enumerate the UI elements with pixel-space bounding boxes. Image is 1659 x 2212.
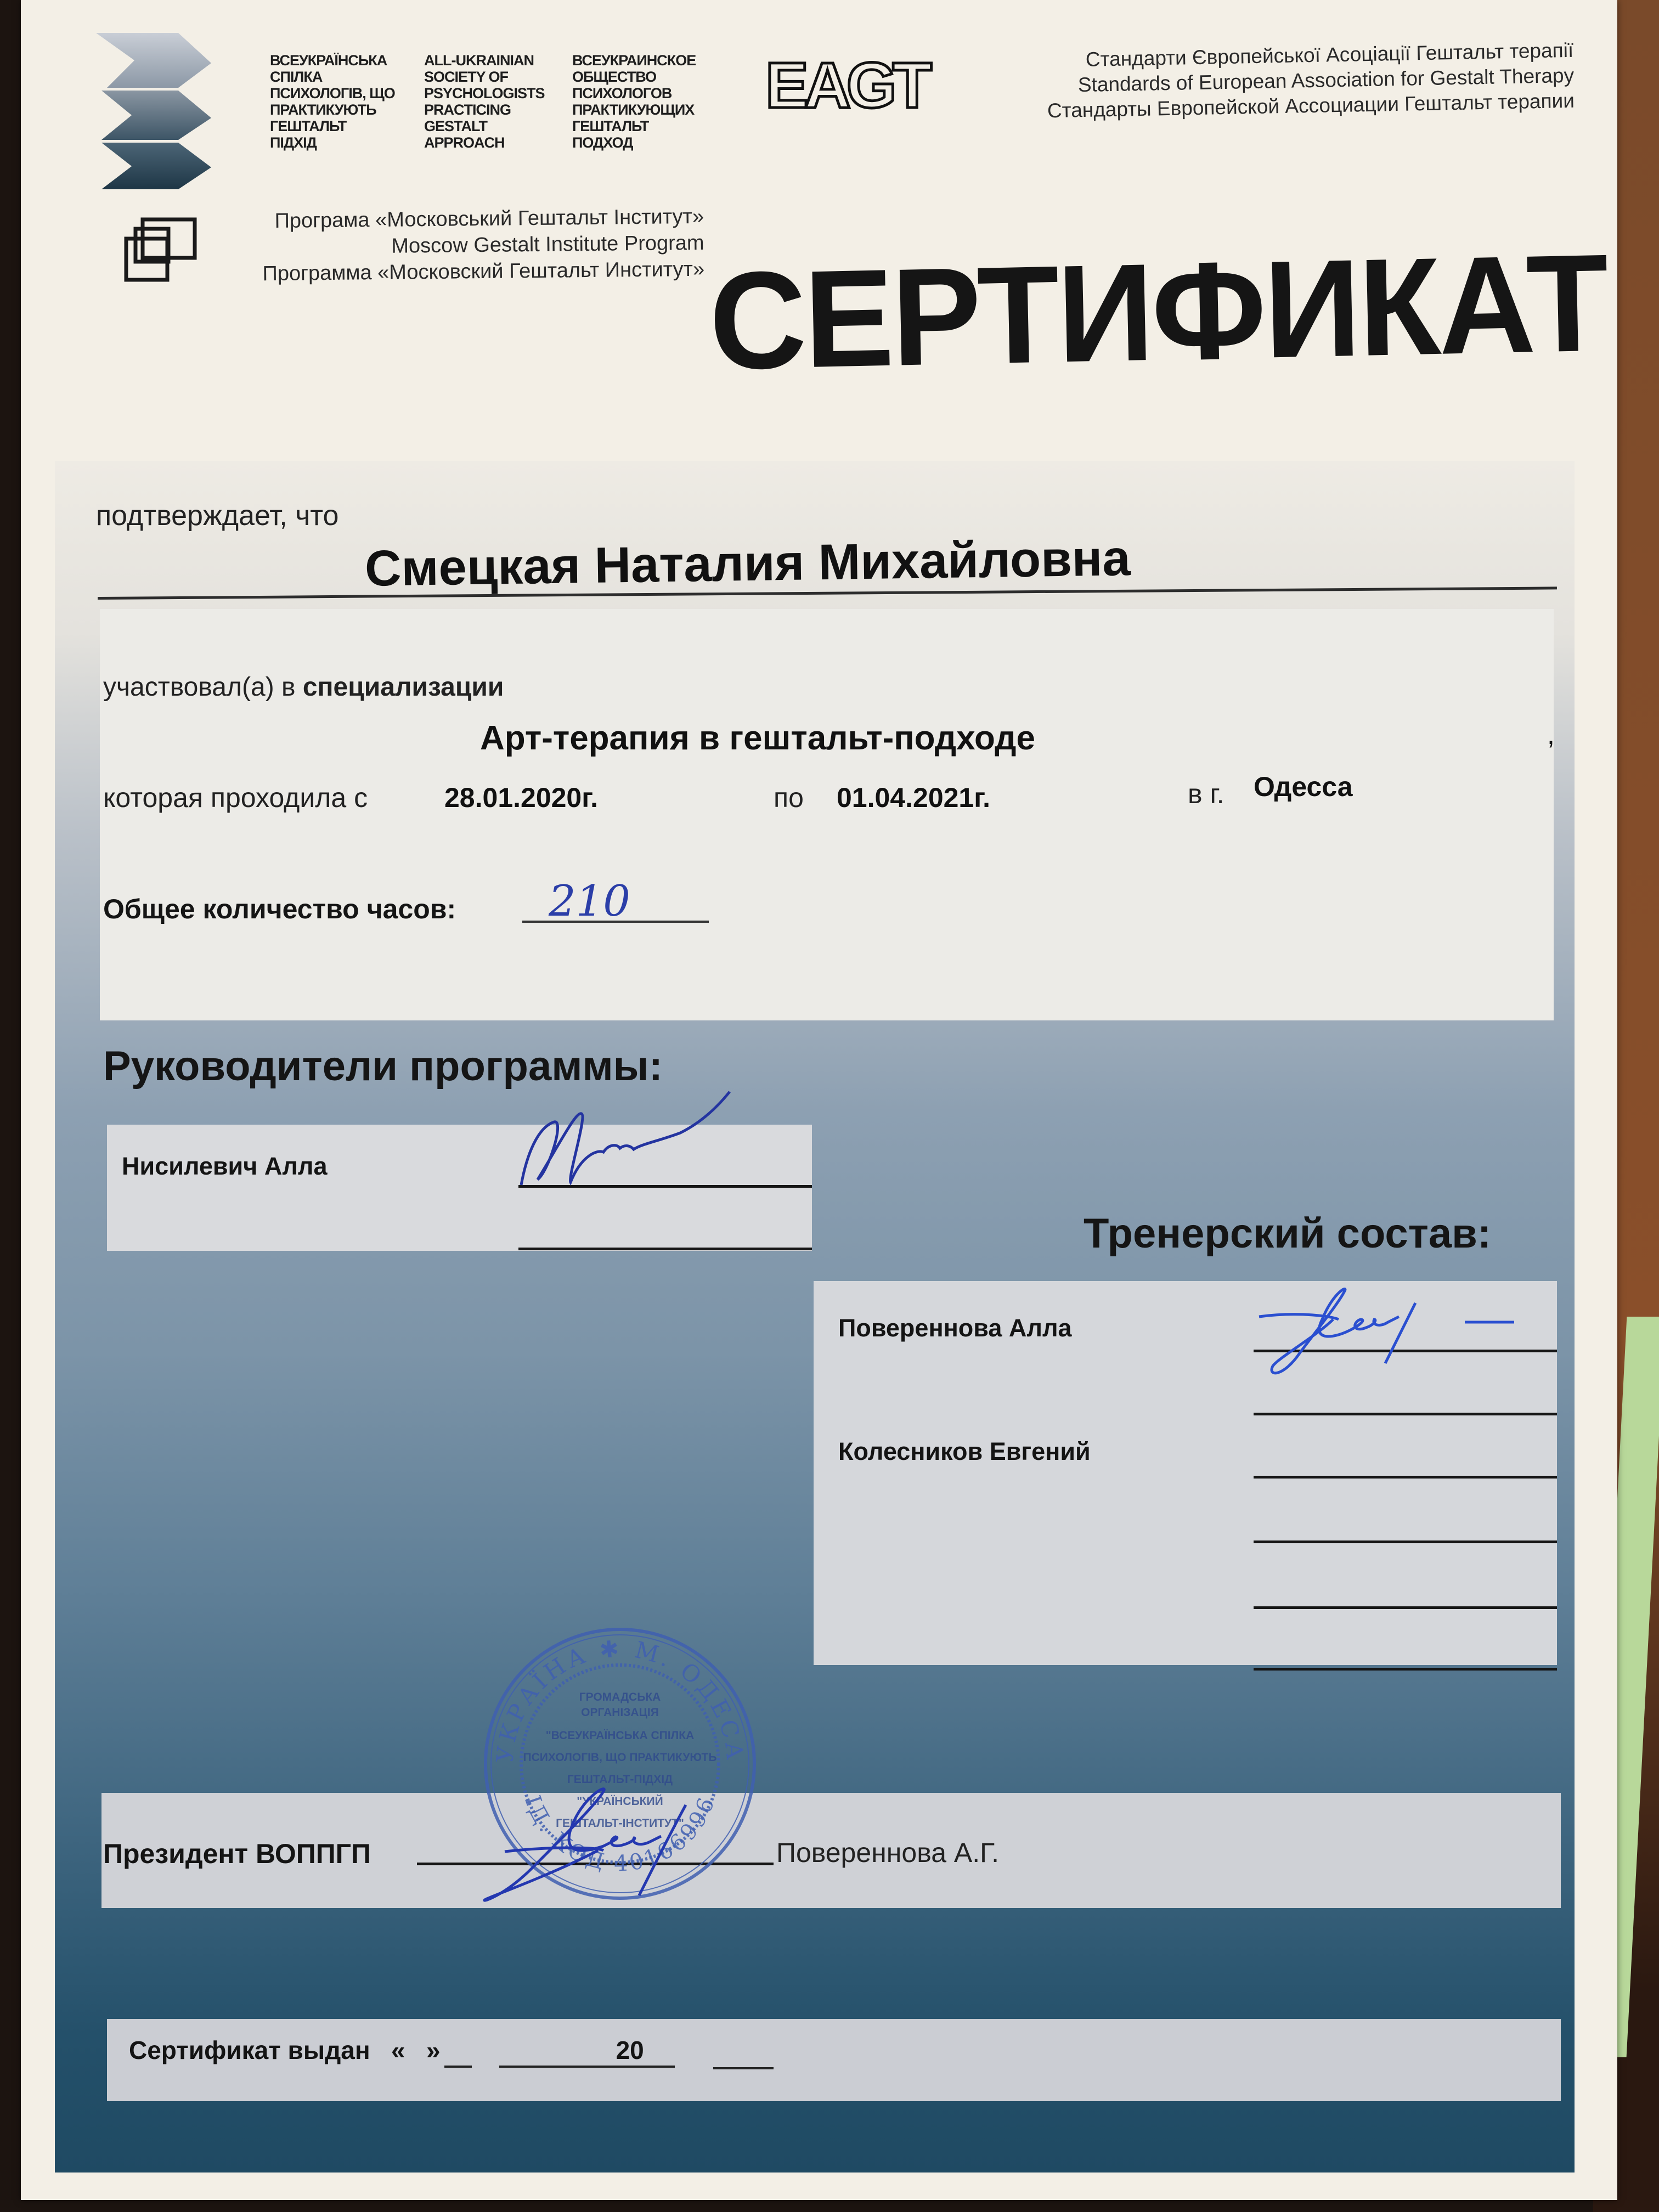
org-name-ru: ВСЕУКРАИНСКОЕ ОБЩЕСТВО ПСИХОЛОГОВ ПРАКТИКУЮЩИХ ГЕШТАЛЬТ ПОДХОД [572,52,696,151]
svg-text:"ВСЕУКРАЇНСЬКА СПІЛКА: "ВСЕУКРАЇНСЬКА СПІЛКА [545,1729,695,1742]
svg-text:ОРГАНІЗАЦІЯ: ОРГАНІЗАЦІЯ [581,1706,659,1719]
year-blank [713,2067,774,2069]
vsppgp-logo-icon [85,30,211,189]
moscow-gestalt-institute-logo-icon [123,217,200,283]
president-label: Президент ВОППГП [103,1838,371,1869]
svg-text:ГЕШТАЛЬТ-ПІДХІД: ГЕШТАЛЬТ-ПІДХІД [567,1773,673,1786]
org-name-ua: ВСЕУКРАЇНСЬКА СПІЛКА ПСИХОЛОГІВ, ЩО ПРАКТИКУЮТЬ ГЕШТАЛЬТ ПІДХІД [270,52,395,151]
start-date: 28.01.2020г. [444,782,598,813]
signature-line [1254,1606,1557,1609]
svg-text:ГРОМАДСЬКА: ГРОМАДСЬКА [579,1691,661,1703]
certificate-title: СЕРТИФИКАТ [708,224,1609,399]
leader-name: Нисилевич Алла [122,1152,328,1180]
trainers-heading: Тренерский состав: [1084,1210,1492,1257]
trainer-signature-icon [1256,1286,1536,1385]
leader-signature-icon [516,1089,735,1199]
course-details-panel [100,609,1554,1020]
month-blank [499,2066,675,2068]
program-leaders-heading: Руководители программы: [103,1043,663,1090]
president-signature-icon [472,1786,746,1906]
svg-text:ІД. КОД 40166996: ІД. КОД 40166996 [519,1792,721,1877]
trainer-name: Повереннова Алла [838,1314,1072,1342]
city: Одесса [1254,771,1353,802]
total-hours-label: Общее количество часов: [103,894,456,924]
city-label: в г. [1188,778,1224,809]
eagt-logo: EAGT [765,49,928,122]
day-blank [444,2066,472,2068]
svg-text:УКРАЇНА ✱ М. ОДЕСА: УКРАЇНА ✱ М. ОДЕСА [491,1635,749,1764]
specialization-name: Арт-терапия в гештальт-подходе [480,719,1035,757]
president-name: Повереннова А.Г. [776,1837,1000,1868]
svg-text:"УКРАЇНСЬКИЙ: "УКРАЇНСЬКИЙ [577,1795,663,1808]
participated-label: участвовал(а) в специализации [103,673,504,702]
end-date: 01.04.2021г. [837,782,990,813]
signature-line [518,1248,812,1250]
held-label: которая проходила с [103,782,368,813]
org-name-en: ALL-UKRAINIAN SOCIETY OF PSYCHOLOGISTS PRACTICING GESTALT APPROACH [424,52,545,151]
trainer-name: Колесников Евгений [838,1437,1091,1465]
recipient-name: Смецкая Наталия Михайловна [364,530,1131,597]
issued-label: Сертификат выдан « » 20 [129,2036,644,2064]
signature-line [1254,1668,1557,1671]
to-label: по [774,782,804,813]
svg-text:ПСИХОЛОГІВ, ЩО ПРАКТИКУЮТЬ: ПСИХОЛОГІВ, ЩО ПРАКТИКУЮТЬ [523,1751,717,1764]
total-hours-value: 210 [549,877,630,926]
signature-line [1254,1541,1557,1543]
signature-line [1254,1413,1557,1415]
eagt-standards-text: Стандарти Європейської Асоціації Гештальт терапії Standards of European Association for Gestalt Therapy Стандарты Европейской Ассоциации Гештальт терапии [1047,38,1575,122]
confirms-label: подтверждает, что [96,500,339,532]
svg-text:ГЕШТАЛЬТ-ІНСТИТУТ": ГЕШТАЛЬТ-ІНСТИТУТ" [556,1817,684,1830]
signature-line [1254,1476,1557,1479]
program-text: Програма «Московський Гештальт Інститут» Moscow Gestalt Institute Program Программа «Московский Гештальт Институт» [262,205,705,286]
comma: , [1547,719,1555,750]
